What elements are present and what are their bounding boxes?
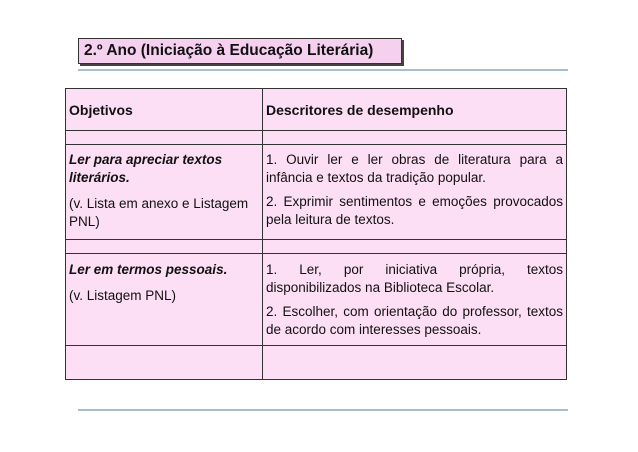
header-objectives: Objetivos (66, 89, 263, 131)
header-descriptors: Descritores de desempenho (263, 89, 567, 131)
table-spacer-row (66, 346, 567, 380)
top-divider (78, 69, 568, 71)
objective-title: Ler para apreciar textos literários. (69, 152, 223, 185)
objective-note: (v. Lista em anexo e Listagem PNL) (69, 196, 249, 229)
objective-cell (66, 145, 263, 240)
objective-title: Ler em termos pessoais. (69, 262, 228, 277)
descriptor-item: 2. Exprimir sentimentos e emoções provocados pela leitura de textos. (266, 194, 563, 227)
curriculum-table (65, 88, 567, 380)
descriptor-item: 1. Ouvir ler e ler obras de literatura para a infância e textos da tradição popular. (266, 152, 563, 185)
table-spacer-row (66, 131, 567, 145)
table-header-row (66, 89, 567, 131)
descriptor-cell (263, 145, 567, 240)
descriptor-item: 1. Ler, por iniciativa própria, textos disponibilizados na Biblioteca Escolar. (266, 262, 563, 295)
descriptor-item: 2. Escolher, com orientação do professor, textos de acordo com interesses pessoais. (266, 304, 563, 337)
objective-note: (v. Listagem PNL) (69, 288, 177, 303)
table-row (66, 254, 567, 346)
descriptor-cell (263, 254, 567, 346)
bottom-divider (78, 409, 568, 411)
objective-cell (66, 254, 263, 346)
table-row (66, 145, 567, 240)
page-title: 2.º Ano (Iniciação à Educação Literária) (78, 38, 402, 64)
table-spacer-row (66, 240, 567, 254)
